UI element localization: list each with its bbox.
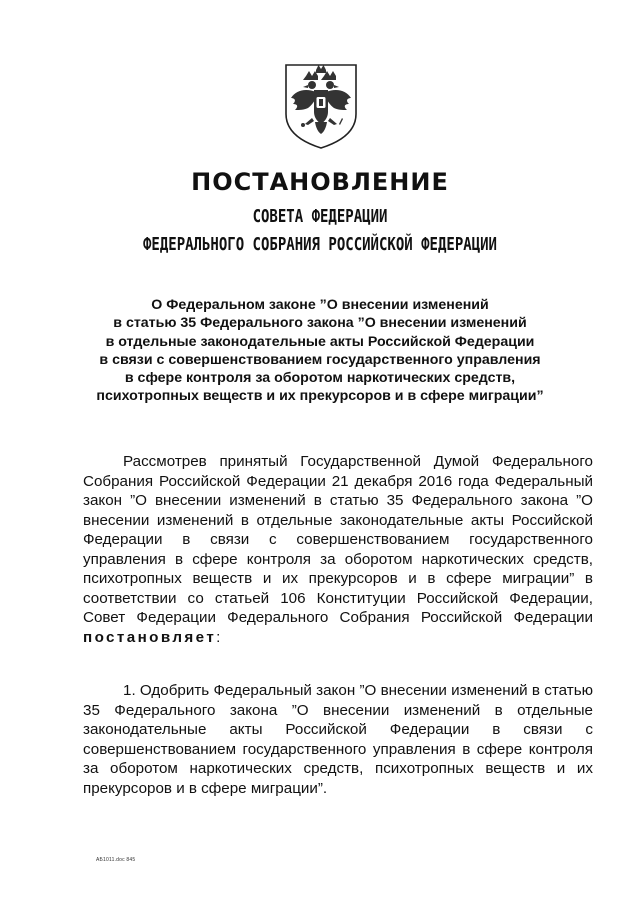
operative-verb: постановляет (83, 628, 217, 646)
title-line: в связи с совершенствованием государственного управления (99, 351, 541, 368)
footer-file-code: АБ1011.doc 845 (96, 857, 136, 863)
document-type-heading: ПОСТАНОВЛЕНИЕ (191, 168, 449, 196)
resolution-title (60, 296, 580, 406)
preamble-paragraph (83, 452, 593, 647)
operative-verb-colon: : (216, 628, 221, 646)
title-line: психотропных веществ и их прекурсоров и в сфере миграции” (96, 388, 544, 405)
title-line: в статью 35 Федерального закона ”О внесении изменений (113, 315, 527, 332)
clause-1-paragraph: 1. Одобрить Федеральный закон ”О внесении изменений в статью 35 Федерального закона ”О внесении изменений в отдельные законодательные акты Российской Федерации в связи с совершенствованием государственного управления в сфере контроля за оборотом наркотических средств, психотропных веществ и их прекурсоров и в сфере миграции”. (83, 682, 593, 797)
title-line: в сфере контроля за оборотом наркотических средств, (124, 370, 516, 387)
coat-of-arms-icon (282, 62, 360, 150)
title-line: в отдельные законодательные акты Российской Федерации (105, 333, 535, 350)
preamble-text: Рассмотрев принятый Государственной Думой Федерального Собрания Российской Федерации 21 декабря 2016 года Федеральный закон ”О внесении изменений в статью 35 Федерального закона ”О внесении изменений в отдельные законодательные акты Российской Федерации в связи с совершенствованием государственного управления в сфере контроля за оборотом наркотических средств, психотропных веществ и их прекурсоров и в сфере миграции” в соответствии со статьей 106 Конституции Российской Федерации, Совет Федерации Федерального Собрания Российской Федерации (83, 453, 593, 626)
issuer-name-line-2: ФЕДЕРАЛЬНОГО СОБРАНИЯ РОССИЙСКОЙ ФЕДЕРАЦИИ (142, 235, 497, 255)
title-line: О Федеральном законе ”О внесении изменений (151, 297, 489, 313)
issuer-name-line-1: СОВЕТА ФЕДЕРАЦИИ (252, 207, 388, 227)
